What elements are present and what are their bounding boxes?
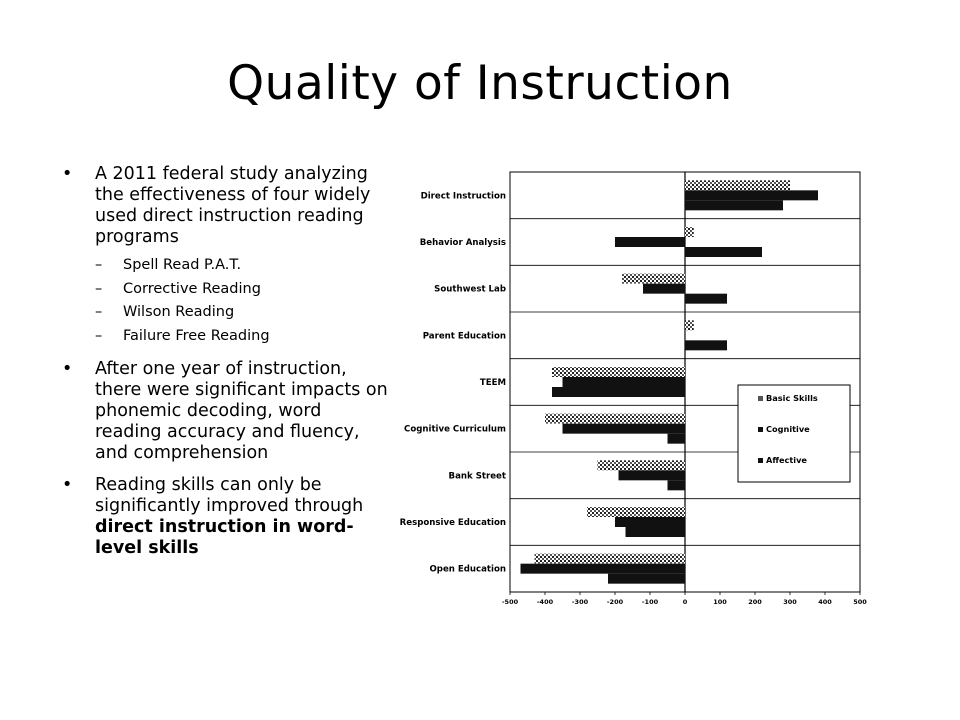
bar-affective [668, 434, 686, 444]
bar-basic-skills [685, 180, 790, 190]
category-label: Bank Street [448, 471, 506, 482]
bar-affective [685, 247, 762, 257]
bullet-item-impacts [62, 359, 392, 464]
category-label: Behavior Analysis [419, 238, 506, 248]
bullet-text: A 2011 federal study analyzing the effectiveness of four widely used direct instruction reading programs [95, 164, 371, 247]
bar-cognitive [563, 377, 686, 387]
x-tick-label: -500 [501, 598, 519, 606]
bullet-text: Reading skills can only be significantly improved through [95, 475, 364, 516]
bar-basic-skills [622, 274, 685, 284]
category-label: TEEM [479, 378, 506, 388]
x-tick-label: 0 [682, 598, 688, 606]
program-item: – Spell Read P.A.T. [95, 254, 392, 278]
bar-basic-skills [685, 320, 694, 330]
bar-affective [668, 480, 686, 490]
slide-title: Quality of Instruction [227, 56, 733, 111]
bar-basic-skills [598, 460, 686, 470]
x-tick-label: 100 [713, 598, 727, 606]
bar-cognitive [619, 470, 686, 480]
x-tick-label: 300 [783, 598, 797, 606]
bar-affective [685, 294, 727, 304]
x-tick-label: -100 [641, 598, 659, 606]
bar-affective [552, 387, 685, 397]
category-label: Cognitive Curriculum [404, 424, 506, 435]
category-label: Southwest Lab [434, 284, 506, 295]
bar-chart [396, 160, 876, 620]
x-tick-label: -300 [571, 598, 589, 606]
x-tick-label: -200 [606, 598, 624, 606]
program-list [95, 254, 392, 348]
bar-cognitive [615, 237, 685, 247]
bar-affective [626, 527, 686, 537]
legend-label: Affective [766, 455, 807, 465]
bar-cognitive [685, 330, 686, 340]
x-tick-label: 200 [748, 598, 762, 606]
legend-label: Basic Skills [766, 393, 818, 403]
legend-label: Cognitive [766, 424, 810, 434]
legend-swatch [758, 396, 763, 401]
category-label: Open Education [429, 564, 506, 575]
bar-cognitive [643, 284, 685, 294]
x-tick-label: 400 [818, 598, 832, 606]
bar-basic-skills [535, 554, 686, 564]
legend-swatch [758, 427, 763, 432]
legend-swatch [758, 458, 763, 463]
category-label: Parent Education [422, 331, 506, 342]
bar-affective [608, 574, 685, 584]
bar-cognitive [563, 424, 686, 434]
bar-cognitive [685, 190, 818, 200]
bar-affective [685, 200, 783, 210]
bar-cognitive [615, 517, 685, 527]
bar-cognitive [521, 564, 686, 574]
bullet-text: After one year of instruction, there were significant impacts on phonemic decoding, word reading accuracy and fluency, and comprehension [95, 359, 388, 463]
program-item: – Corrective Reading [95, 278, 392, 302]
bar-basic-skills [685, 227, 694, 237]
program-item: – Wilson Reading [95, 301, 392, 325]
chart-container [396, 160, 876, 620]
bar-basic-skills [552, 367, 685, 377]
bullet-item-study [62, 164, 392, 348]
bar-basic-skills [545, 414, 685, 424]
program-item: – Failure Free Reading [95, 325, 392, 349]
bullet-item-conclusion [62, 475, 392, 559]
bar-affective [685, 340, 727, 350]
bullet-list [62, 164, 392, 570]
bar-basic-skills [587, 507, 685, 517]
x-tick-label: 500 [853, 598, 867, 606]
category-label: Responsive Education [399, 518, 506, 528]
bullet-emphasis: direct instruction in word-level skills [95, 517, 354, 558]
x-tick-label: -400 [536, 598, 554, 606]
category-label: Direct Instruction [420, 191, 506, 202]
